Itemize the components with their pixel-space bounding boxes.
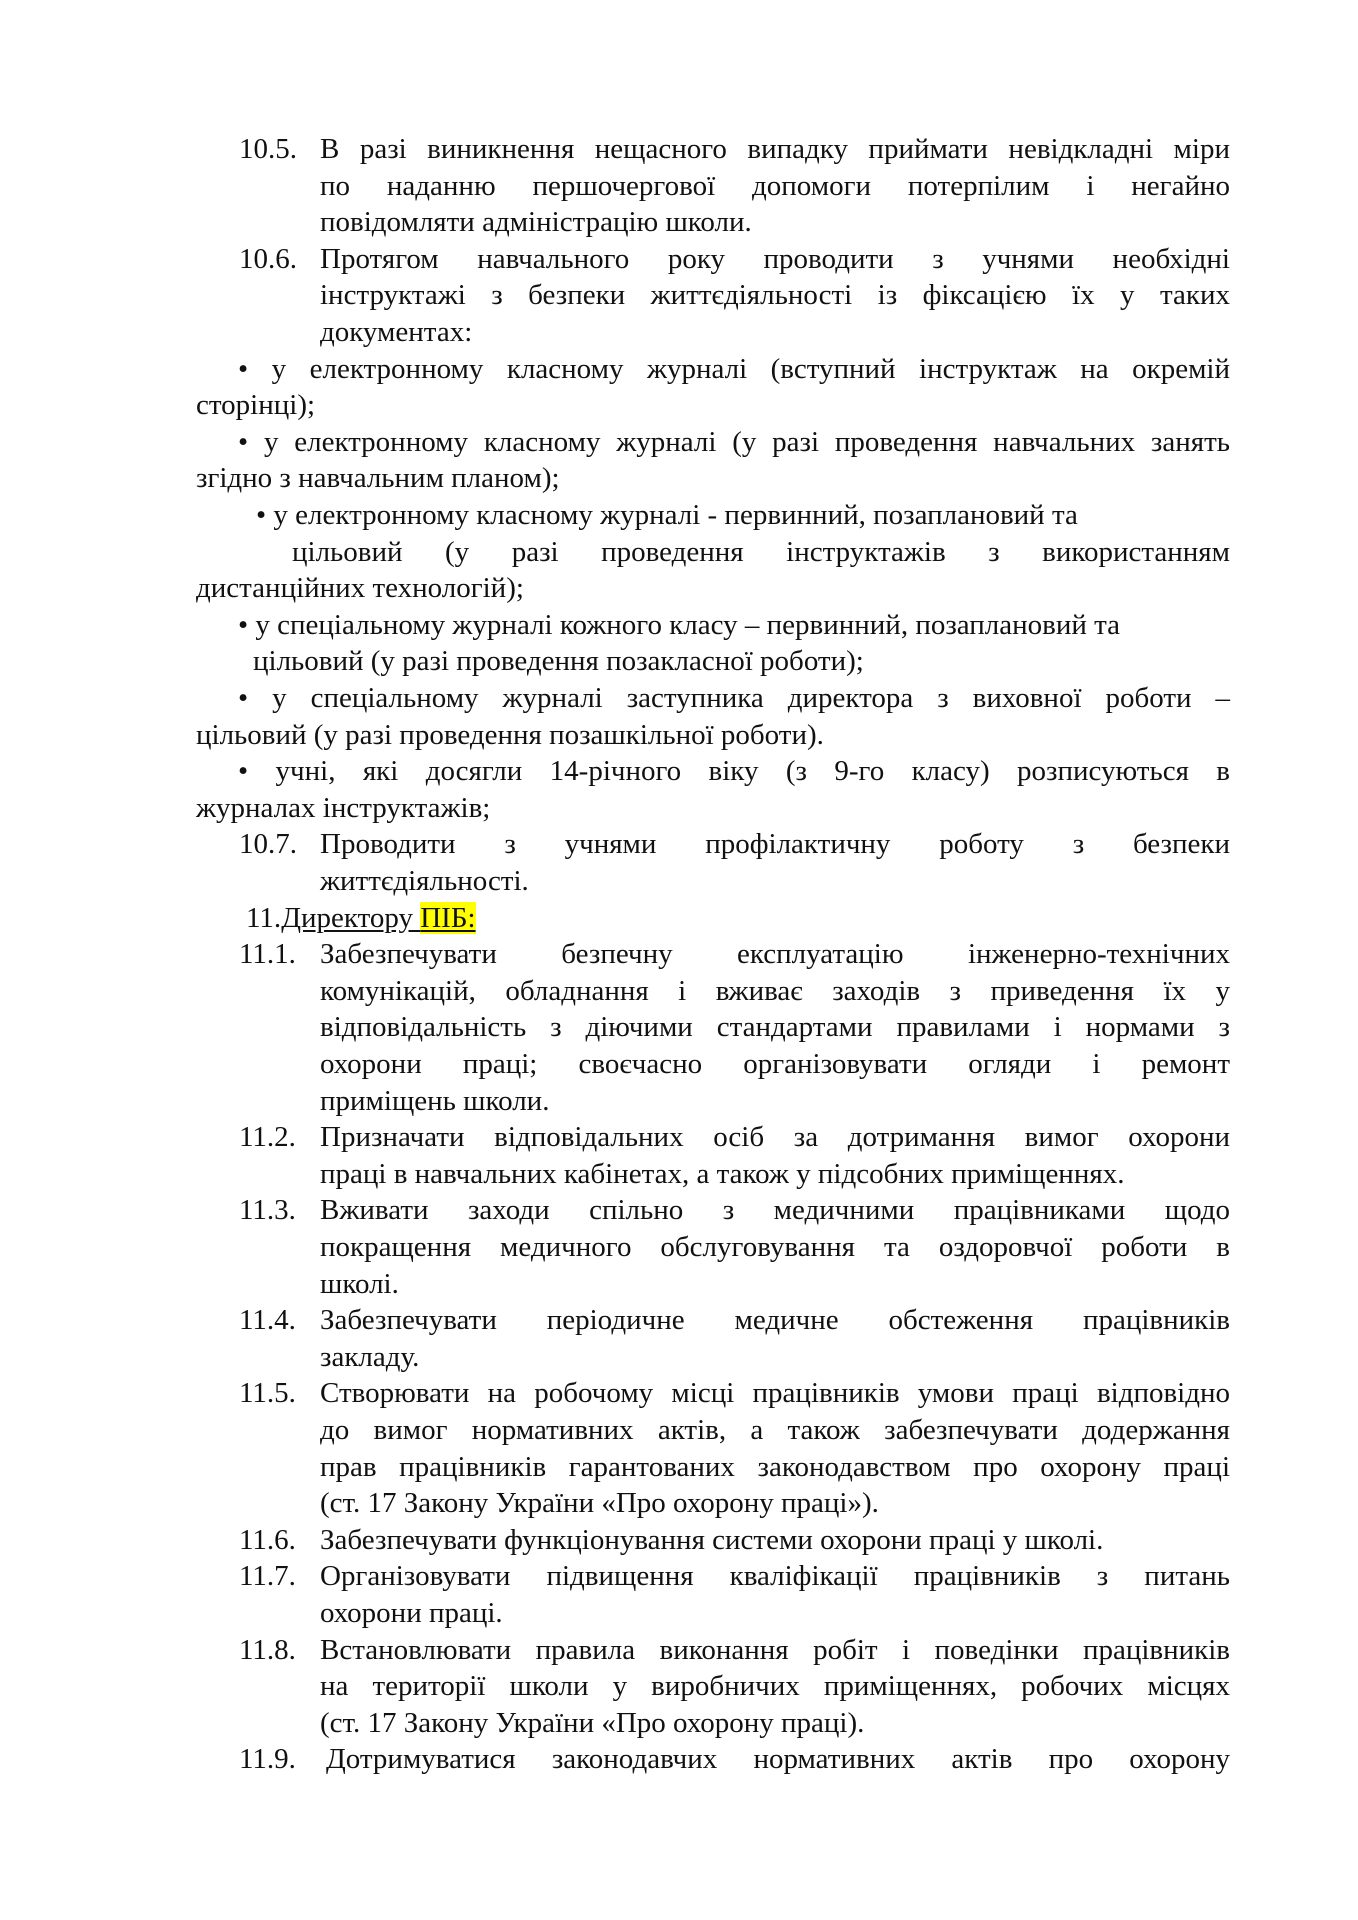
item-number: 11.9.: [239, 1743, 296, 1776]
line-text: Організовувати підвищення кваліфікації працівників з питань: [320, 1560, 1230, 1593]
text-line: [0, 1229, 1358, 1265]
text-line: [0, 131, 1358, 167]
text-line: [0, 717, 1358, 753]
highlighted-placeholder: ПІБ:: [420, 901, 476, 934]
text-line: [0, 534, 1358, 570]
line-text: Призначати відповідальних осіб за дотримання вимог охорони: [320, 1121, 1230, 1154]
text-line: [0, 1558, 1358, 1594]
item-number: 10.5.: [239, 133, 297, 165]
bullet-text: • у електронному класному журналі - первинний, позаплановий та: [256, 499, 1078, 531]
text-line: [0, 314, 1358, 350]
line-text: до вимог нормативних актів, а також забезпечувати додержання: [320, 1414, 1230, 1446]
line-text: закладу.: [320, 1340, 420, 1373]
text-line: [0, 790, 1358, 826]
line-text: на території школи у виробничих приміщеннях, робочих місцях: [320, 1670, 1230, 1703]
line-text: праці в навчальних кабінетах, а також у підсобних приміщеннях.: [320, 1157, 1125, 1190]
text-line: [0, 387, 1358, 423]
text-line: [0, 936, 1358, 972]
text-line: [0, 1668, 1358, 1704]
text-line: [0, 1046, 1358, 1082]
bullet-text: • у спеціальному журналі заступника директора з виховної роботи –: [238, 682, 1230, 714]
text-line: [0, 1009, 1358, 1045]
line-text: Забезпечувати безпечну експлуатацію інженерно-технічних: [320, 938, 1230, 971]
bullet-text: • у електронному класному журналі (вступний інструктаж на окремій: [238, 352, 1230, 385]
text-line: [0, 1083, 1358, 1119]
line-text: цільовий (у разі проведення позашкільної роботи).: [196, 718, 824, 751]
text-line: [0, 204, 1358, 240]
text-line: [0, 460, 1358, 496]
line-text: прав працівників гарантованих законодавством про охорону праці: [320, 1450, 1230, 1483]
text-line: [0, 863, 1358, 899]
section-heading: [0, 900, 1358, 936]
text-line: [0, 1339, 1358, 1375]
line-text: згідно з навчальним планом);: [196, 462, 560, 495]
section-title: Директору: [281, 901, 421, 934]
text-line: [0, 607, 1358, 643]
text-line: [0, 1302, 1358, 1338]
line-text: Створювати на робочому місці працівників умови праці відповідно: [320, 1377, 1230, 1410]
line-text: Протягом навчального року проводити з учнями необхідні: [320, 242, 1230, 275]
line-text: охорони праці.: [320, 1597, 503, 1629]
item-number: 11.7.: [239, 1560, 296, 1593]
text-line: [0, 570, 1358, 606]
line-text: покращення медичного обслуговування та оздоровчої роботи в: [320, 1231, 1230, 1263]
text-line: [0, 1375, 1358, 1411]
line-text: Вживати заходи спільно з медичними працівниками щодо: [320, 1194, 1230, 1227]
line-text: журналах інструктажів;: [196, 791, 491, 824]
item-number: 11.4.: [239, 1304, 296, 1337]
text-line: [0, 973, 1358, 1009]
line-text: охорони праці; своєчасно організовувати огляди і ремонт: [320, 1048, 1230, 1080]
line-text: повідомляти адміністрацію школи.: [320, 206, 752, 239]
text-line: [0, 1705, 1358, 1741]
item-number: 10.7.: [239, 828, 297, 861]
line-text: Забезпечувати періодичне медичне обстеження працівників: [320, 1304, 1230, 1337]
bullet-text: • у електронному класному журналі (у разі проведення навчальних занять: [238, 425, 1230, 458]
item-number: 11.5.: [239, 1377, 296, 1410]
line-text: цільовий (у разі проведення позакласної роботи);: [253, 645, 864, 678]
line-text: Забезпечувати функціонування системи охорони праці у школі.: [320, 1523, 1104, 1556]
item-number: 11.3.: [239, 1194, 296, 1227]
text-line: [0, 1192, 1358, 1228]
text-line: [0, 1266, 1358, 1302]
line-text: В разі виникнення нещасного випадку приймати невідкладні міри: [320, 133, 1230, 165]
item-number: 10.6.: [239, 242, 297, 275]
text-line: [0, 1119, 1358, 1155]
text-line: [0, 277, 1358, 313]
bullet-text: • у спеціальному журналі кожного класу – первинний, позаплановий та: [238, 608, 1121, 641]
text-line: [0, 680, 1358, 716]
text-line: [0, 1449, 1358, 1485]
text-line: [0, 168, 1358, 204]
text-line: [0, 241, 1358, 277]
text-line: [0, 1522, 1358, 1558]
line-text: дистанційних технологій);: [196, 572, 524, 605]
line-text: Встановлювати правила виконання робіт і поведінки працівників: [320, 1633, 1230, 1666]
text-line: [0, 826, 1358, 862]
line-text: Проводити з учнями профілактичну роботу з безпеки: [320, 828, 1230, 861]
line-text: школі.: [320, 1267, 399, 1300]
text-line: [0, 643, 1358, 679]
line-text: Дотримуватися законодавчих нормативних актів про охорону: [326, 1743, 1230, 1776]
line-text: відповідальність з діючими стандартами правилами і нормами з: [320, 1011, 1230, 1044]
text-line: [0, 1156, 1358, 1192]
text-line: [0, 1485, 1358, 1521]
line-text: сторінці);: [196, 389, 316, 422]
line-text: документах:: [320, 316, 473, 348]
line-text: (ст. 17 Закону України «Про охорону праці).: [320, 1706, 865, 1739]
item-number: 11.8.: [239, 1633, 296, 1666]
text-line: [0, 1412, 1358, 1448]
text-line: [0, 351, 1358, 387]
item-number: 11.2.: [239, 1121, 296, 1154]
text-line: [0, 424, 1358, 460]
line-text: життєдіяльності.: [320, 865, 529, 897]
line-text: приміщень школи.: [320, 1084, 550, 1117]
line-text: (ст. 17 Закону України «Про охорону праці»).: [320, 1487, 879, 1520]
line-text: інструктажі з безпеки життєдіяльності із фіксацією їх у таких: [320, 279, 1230, 312]
bullet-text: • учні, які досягли 14-річного віку (з 9-го класу) розписуються в: [238, 755, 1230, 788]
item-number: 11.6.: [239, 1523, 296, 1556]
line-text: цільовий (у разі проведення інструктажів з використанням: [292, 535, 1230, 568]
section-number: 11.: [246, 901, 282, 934]
line-text: комунікацій, обладнання і вживає заходів з приведення їх у: [320, 974, 1230, 1007]
text-line: [0, 1595, 1358, 1631]
item-number: 11.1.: [239, 938, 296, 971]
line-text: по наданню першочергової допомоги потерпілим і негайно: [320, 169, 1230, 202]
text-line: [0, 1741, 1358, 1777]
text-line: [0, 753, 1358, 789]
text-line: [0, 497, 1358, 533]
text-line: [0, 1632, 1358, 1668]
